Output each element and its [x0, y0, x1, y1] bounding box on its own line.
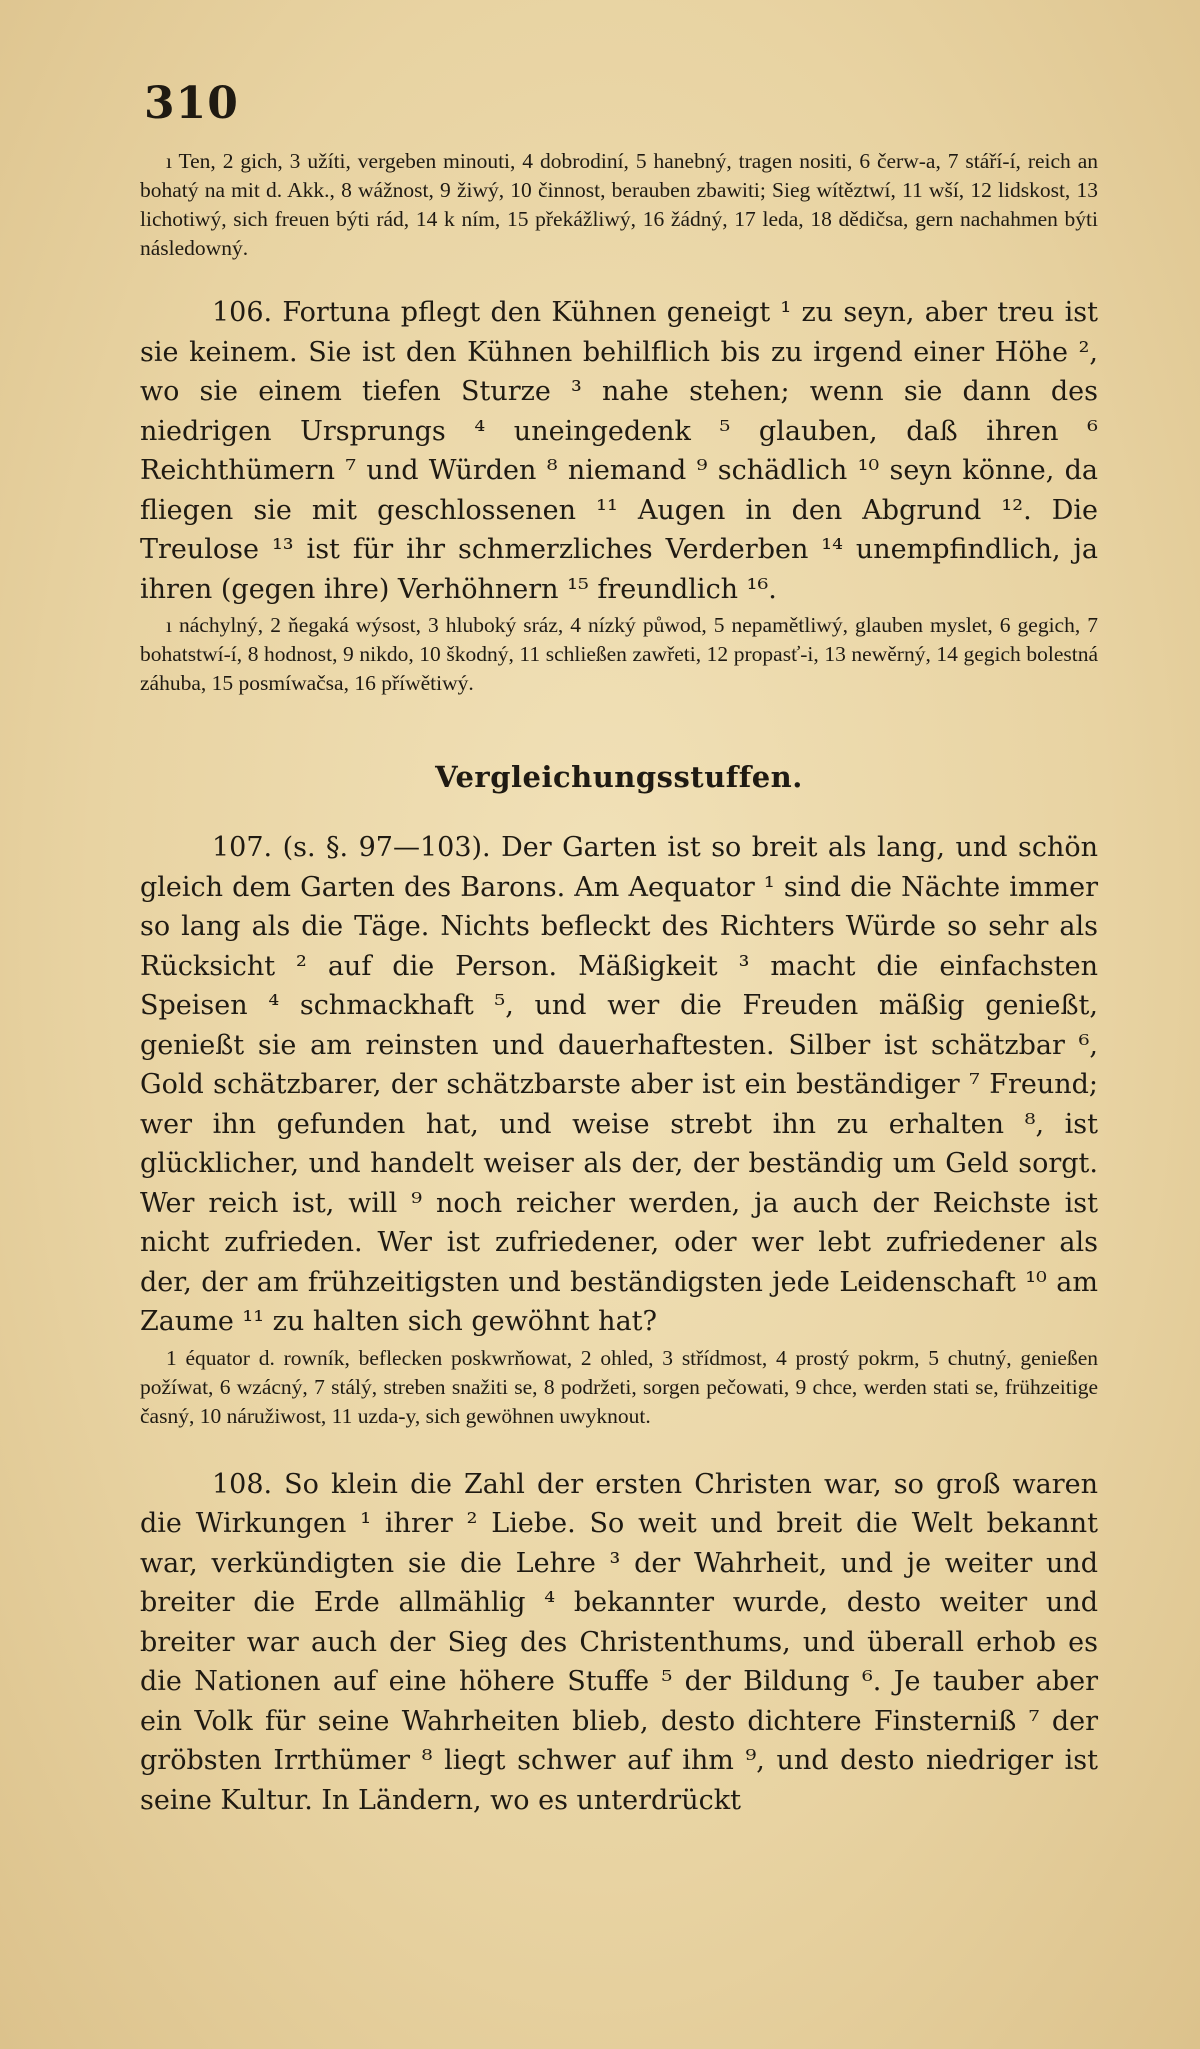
paragraph-106: 106. Fortuna pflegt den Kühnen geneigt ¹ zu seyn, aber treu ist sie keinem. Sie ist den Kühnen behilflich bis zu irgend einer Höhe ², wo sie einem tiefen Sturze ³ nahe stehen; wenn sie dann des niedrigen Ursprungs ⁴ uneingedenk ⁵ glauben, daß ihren ⁶ Reichthümern ⁷ und Würden ⁸ niemand ⁹ schädlich ¹⁰ seyn könne, da fliegen sie mit geschlossenen ¹¹ Augen in den Abgrund ¹². Die Treulose ¹³ ist für ihr schmerzliches Verderben ¹⁴ unempfindlich, ja ihren (gegen ihre) Verhöhnern ¹⁵ freundlich ¹⁶. — [140, 297, 1098, 605]
paragraph-107: 107. (s. §. 97—103). Der Garten ist so breit als lang, und schön gleich dem Garten des Barons. Am Aequator ¹ sind die Nächte immer so lang als die Täge. Nichts befleckt des Richters Würde so sehr als Rücksicht ² auf die Person. Mäßigkeit ³ macht die einfachsten Speisen ⁴ schmackhaft ⁵, und wer die Freuden mäßig genießt, genießt sie am reinsten und dauerhaftesten. Silber ist schätzbar ⁶, Gold schätzbarer, der schätzbarste aber ist ein beständiger ⁷ Freund; wer ihn gefunden hat, und weise strebt ihn zu erhalten ⁸, ist glücklicher, und handelt weiser als der, der beständig um Geld sorgt. Wer reich ist, will ⁹ noch reicher werden, ja auch der Reichste ist nicht zufrieden. Wer ist zufriedener, oder wer lebt zufriedener als der, der am frühzeitigsten und beständigsten jede Leidenschaft ¹⁰ am Zaume ¹¹ zu halten sich gewöhnt hat? — [140, 832, 1098, 1337]
gloss-105: ı Ten, 2 gich, 3 užíti, vergeben minouti, 4 dobrodiní, 5 hanebný, tragen nositi, 6 čerw-a, 7 stáří-í, reich an bohatý na mit d. Akk., 8 wážnost, 9 žiwý, 10 činnost, berauben zbawiti; Sieg wítěztwí, 11 wší, 12 lidskost, 13 lichotiwý, sich freuen býti rád, 14 k ním, 15 překážliwý, 16 žádný, 17 leda, 18 dědičsa, gern nachahmen býti následowný. — [140, 149, 1098, 260]
section-heading: Vergleichungsstuffen. — [435, 760, 803, 794]
gloss-106: ı náchylný, 2 ňegaká wýsost, 3 hluboký sráz, 4 nízký půwod, 5 nepamětliwý, glauben myslet, 6 gegich, 7 bohatstwí-í, 8 hodnost, 9 nikdo, 10 škodný, 11 schließen zawřeti, 12 propasť-i, 13 newěrný, 14 gegich bolestná záhuba, 15 posmíwačsa, 16 příwětiwý. — [140, 613, 1098, 695]
paragraph-108: 108. So klein die Zahl der ersten Christen war, so groß waren die Wirkungen ¹ ihrer ² Liebe. So weit und breit die Welt bekannt war, verkündigten sie die Lehre ³ der Wahrheit, und je weiter und breiter die Erde allmählig ⁴ bekannter wurde, desto weiter und breiter war auch der Sieg des Christenthums, und überall erhob es die Nationen auf eine höhere Stuffe ⁵ der Bildung ⁶. Je tauber aber ein Volk für seine Wahrheiten blieb, desto dichtere Finsterniß ⁷ der gröbsten Irrthümer ⁸ liegt schwer auf ihm ⁹, und desto niedriger ist seine Kultur. In Ländern, wo es unterdrückt — [140, 1468, 1098, 1816]
page-number: 310 — [144, 78, 239, 129]
book-page — [140, 78, 1098, 1820]
gloss-107: 1 équator d. rowník, beflecken poskwrňowat, 2 ohled, 3 střídmost, 4 prostý pokrm, 5 chutný, genießen požíwat, 6 wzácný, 7 stálý, streben snažiti se, 8 podržeti, sorgen pečowati, 9 chce, werden stati se, frühzeitige časný, 10 náružiwost, 11 uzda-y, sich gewöhnen uwyknout. — [140, 1345, 1098, 1428]
